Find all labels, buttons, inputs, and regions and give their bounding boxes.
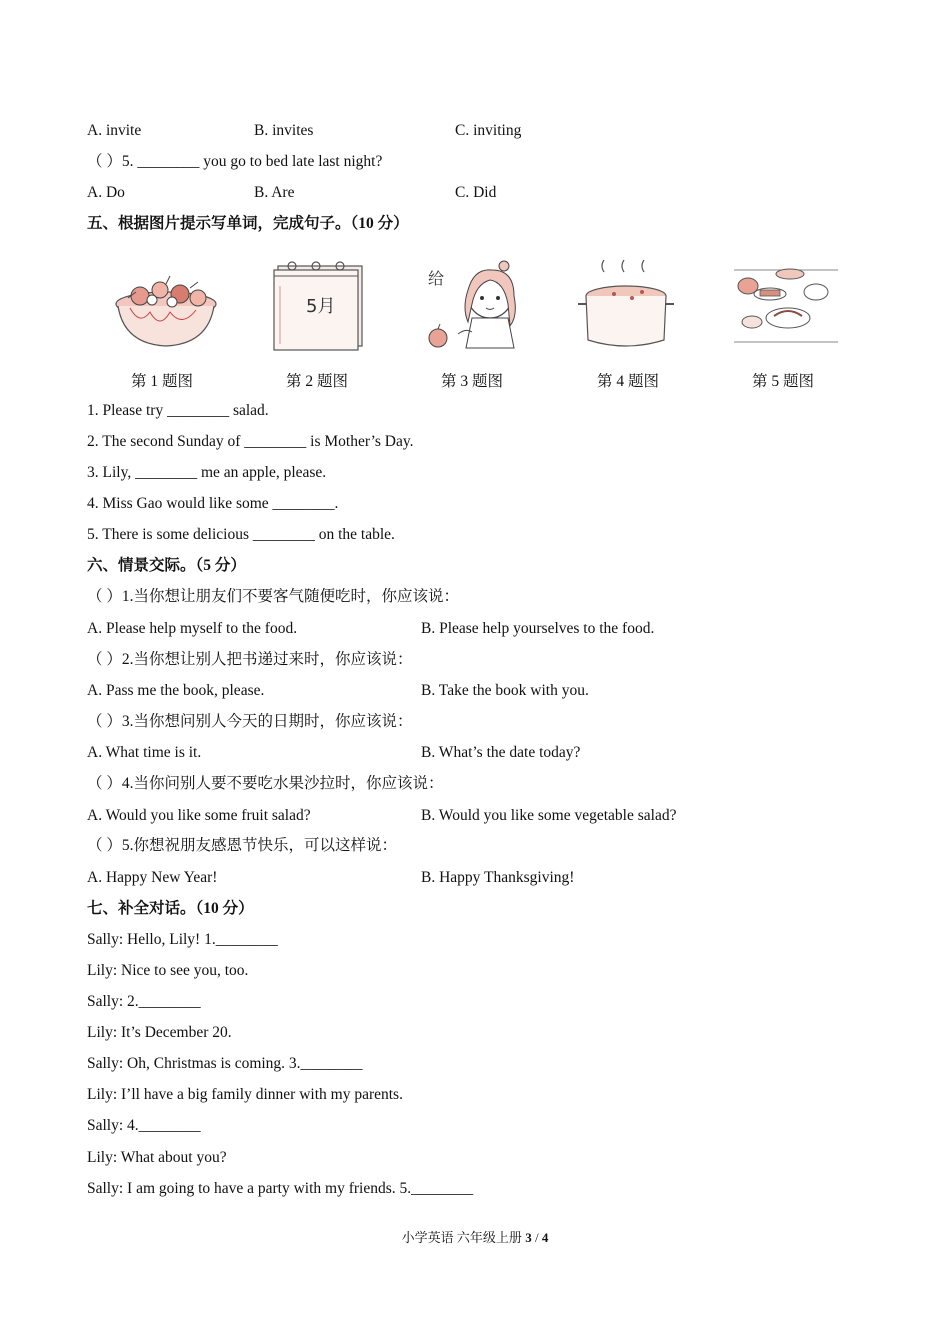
dialogue-line-3: Sally: 2.________: [87, 993, 201, 1010]
situation-1-option-a: A. Please help myself to the food.: [87, 620, 298, 637]
picture-caption-5: 第 5 题图: [752, 373, 815, 390]
fill-sentence-2: 2. The second Sunday of ________ is Mother’s Day.: [87, 433, 414, 450]
q4-option-a: A. invite: [87, 122, 142, 139]
section6-heading: 六、情景交际。（5 分）: [87, 557, 246, 574]
q5-option-c: C. Did: [455, 184, 497, 201]
fill-sentence-5: 5. There is some delicious ________ on the table.: [87, 526, 395, 543]
situation-2-option-a: A. Pass me the book, please.: [87, 682, 265, 699]
fill-sentence-1: 1. Please try ________ salad.: [87, 402, 269, 419]
q5-answer-paren[interactable]: （ ）: [87, 153, 122, 170]
situation-5-option-b: B. Happy Thanksgiving!: [421, 869, 575, 886]
dialogue-line-4: Lily: It’s December 20.: [87, 1024, 232, 1041]
soup-pot-illustration: [574, 256, 686, 352]
picture-caption-2: 第 2 题图: [286, 373, 349, 390]
situation-4-option-b: B. Would you like some vegetable salad?: [421, 807, 677, 824]
situation-question-2: （ ）2.当你想让别人把书递过来时，你应该说：: [87, 651, 413, 668]
situation-question-3: （ ）3.当你想问别人今天的日期时，你应该说：: [87, 713, 413, 730]
situation-3-option-a: A. What time is it.: [87, 744, 202, 761]
q5-stem: 5. ________ you go to bed late last night?: [121, 153, 383, 170]
calendar-illustration: [266, 256, 378, 352]
page-separator: /: [531, 1230, 542, 1245]
q5-option-a: A. Do: [87, 184, 125, 201]
situation-3-option-b: B. What’s the date today?: [421, 744, 581, 761]
situation-1-option-b: B. Please help yourselves to the food.: [421, 620, 655, 637]
dialogue-line-6: Lily: I’ll have a big family dinner with my parents.: [87, 1086, 403, 1103]
q4-option-c: C. inviting: [455, 122, 522, 139]
picture-caption-1: 第 1 题图: [131, 373, 194, 390]
dialogue-line-1: Sally: Hello, Lily! 1.________: [87, 931, 278, 948]
dialogue-line-5: Sally: Oh, Christmas is coming. 3.________: [87, 1055, 363, 1072]
situation-question-1: （ ）1.当你想让朋友们不要客气随便吃时，你应该说：: [87, 588, 460, 605]
q4-option-b: B. invites: [254, 122, 314, 139]
situation-5-option-a: A. Happy New Year!: [87, 869, 218, 886]
situation-question-5: （ ）5.你想祝朋友感恩节快乐，可以这样说：: [87, 837, 398, 854]
page-number: 3: [525, 1230, 532, 1245]
situation-question-4: （ ）4.当你问别人要不要吃水果沙拉时，你应该说：: [87, 775, 444, 792]
fill-sentence-4: 4. Miss Gao would like some ________.: [87, 495, 339, 512]
give-character-text: 给: [428, 269, 445, 288]
page-footer: [0, 1227, 950, 1246]
girl-giving-apple-illustration: [418, 256, 530, 352]
footer-title: 小学英语 六年级上册: [401, 1230, 526, 1245]
q5-question: [87, 152, 382, 172]
dialogue-line-9: Sally: I am going to have a party with my friends. 5.________: [87, 1180, 474, 1197]
salad-bowl-illustration: [110, 256, 222, 352]
picture-caption-3: 第 3 题图: [441, 373, 504, 390]
dialogue-line-7: Sally: 4.________: [87, 1117, 201, 1134]
food-on-table-illustration: [730, 256, 842, 352]
situation-2-option-b: B. Take the book with you.: [421, 682, 589, 699]
fill-sentence-3: 3. Lily, ________ me an apple, please.: [87, 464, 327, 481]
section5-heading: 五、根据图片提示写单词，完成句子。（10 分）: [87, 215, 409, 232]
dialogue-line-2: Lily: Nice to see you, too.: [87, 962, 249, 979]
situation-4-option-a: A. Would you like some fruit salad?: [87, 807, 311, 824]
page-total: 4: [541, 1230, 549, 1245]
section7-heading: 七、补全对话。（10 分）: [87, 900, 254, 917]
picture-caption-4: 第 4 题图: [597, 373, 660, 390]
dialogue-line-8: Lily: What about you?: [87, 1149, 227, 1166]
calendar-month-text: 5月: [306, 296, 336, 317]
q5-option-b: B. Are: [254, 184, 295, 201]
